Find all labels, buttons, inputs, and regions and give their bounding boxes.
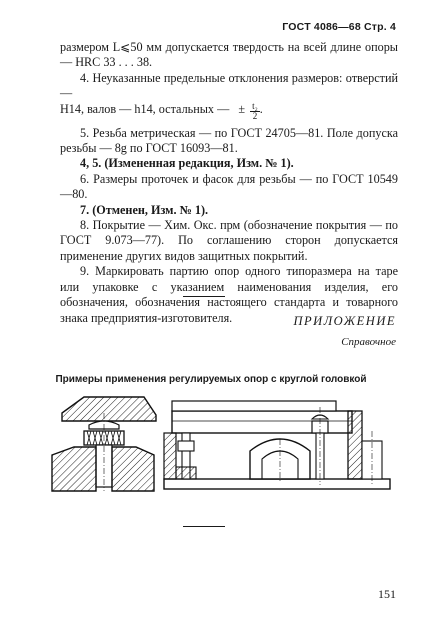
paragraph-6: 6. Размеры проточек и фасок для резьбы — по ГОСТ 10549—80. — [60, 171, 398, 202]
section-divider — [183, 296, 225, 297]
appendix-subtitle: Справочное — [341, 336, 396, 348]
paragraph-7: 7. (Отменен, Изм. № 1). — [80, 202, 209, 217]
right-column — [348, 411, 382, 485]
paragraph-4-line-2 — [60, 102, 398, 121]
appendix-heading — [294, 314, 396, 348]
workpiece-on-top — [62, 397, 156, 421]
left-support-drawing — [44, 393, 164, 493]
paragraph-3-continuation: размером L⩽50 мм допускается твердость на всей длине опоры — HRC 33 . . . 38. — [60, 40, 398, 70]
paragraph-4-text: Н14, валов — h14, остальных — — [60, 101, 230, 116]
paragraph-4-line-1: 4. Неуказанные предельные отклонения размеров: отверстий — — [60, 70, 398, 101]
paragraph-8: 8. Покрытие — Хим. Окс. прм (обозначение покрытия — по ГОСТ 9.073—77). По соглашению сторон допускается применение других видов защитных покрытий. — [60, 218, 398, 263]
fraction-numerator: t₂ — [252, 100, 258, 111]
right-support-screw — [312, 407, 328, 485]
fraction-denominator: 2 — [252, 110, 258, 121]
body-text — [60, 40, 398, 326]
paragraph-4-5-amendment: 4, 5. (Измененная редакция, Изм. № 1). — [80, 156, 294, 171]
clamp-housing — [250, 439, 310, 483]
paragraph-4-end: . — [259, 101, 263, 116]
appendix-title: ПРИЛОЖЕНИЕ — [293, 314, 396, 328]
right-fixture-drawing — [162, 393, 394, 493]
figure-caption: Примеры применения регулируемых опор с круглой головкой — [55, 374, 367, 385]
page-header: ГОСТ 4086—68 Стр. 4 — [282, 21, 396, 33]
left-support-screw — [176, 433, 196, 479]
plus-minus-sign: ± — [238, 101, 246, 116]
tolerance-fraction — [250, 102, 260, 121]
paragraph-5: 5. Резьба метрическая — по ГОСТ 24705—81. Поле допуска резьбы — 8g по ГОСТ 16093—81. — [60, 125, 398, 156]
paragraph-9: 9. Маркировать партию опор одного типоразмера на таре или упаковке с указанием наименования изделия, его обозначения, обозначения настоящего стандарта и товарного знака предприятия-изготовителя. — [60, 264, 398, 325]
closing-divider — [183, 526, 225, 527]
page-number: 151 — [378, 587, 396, 601]
